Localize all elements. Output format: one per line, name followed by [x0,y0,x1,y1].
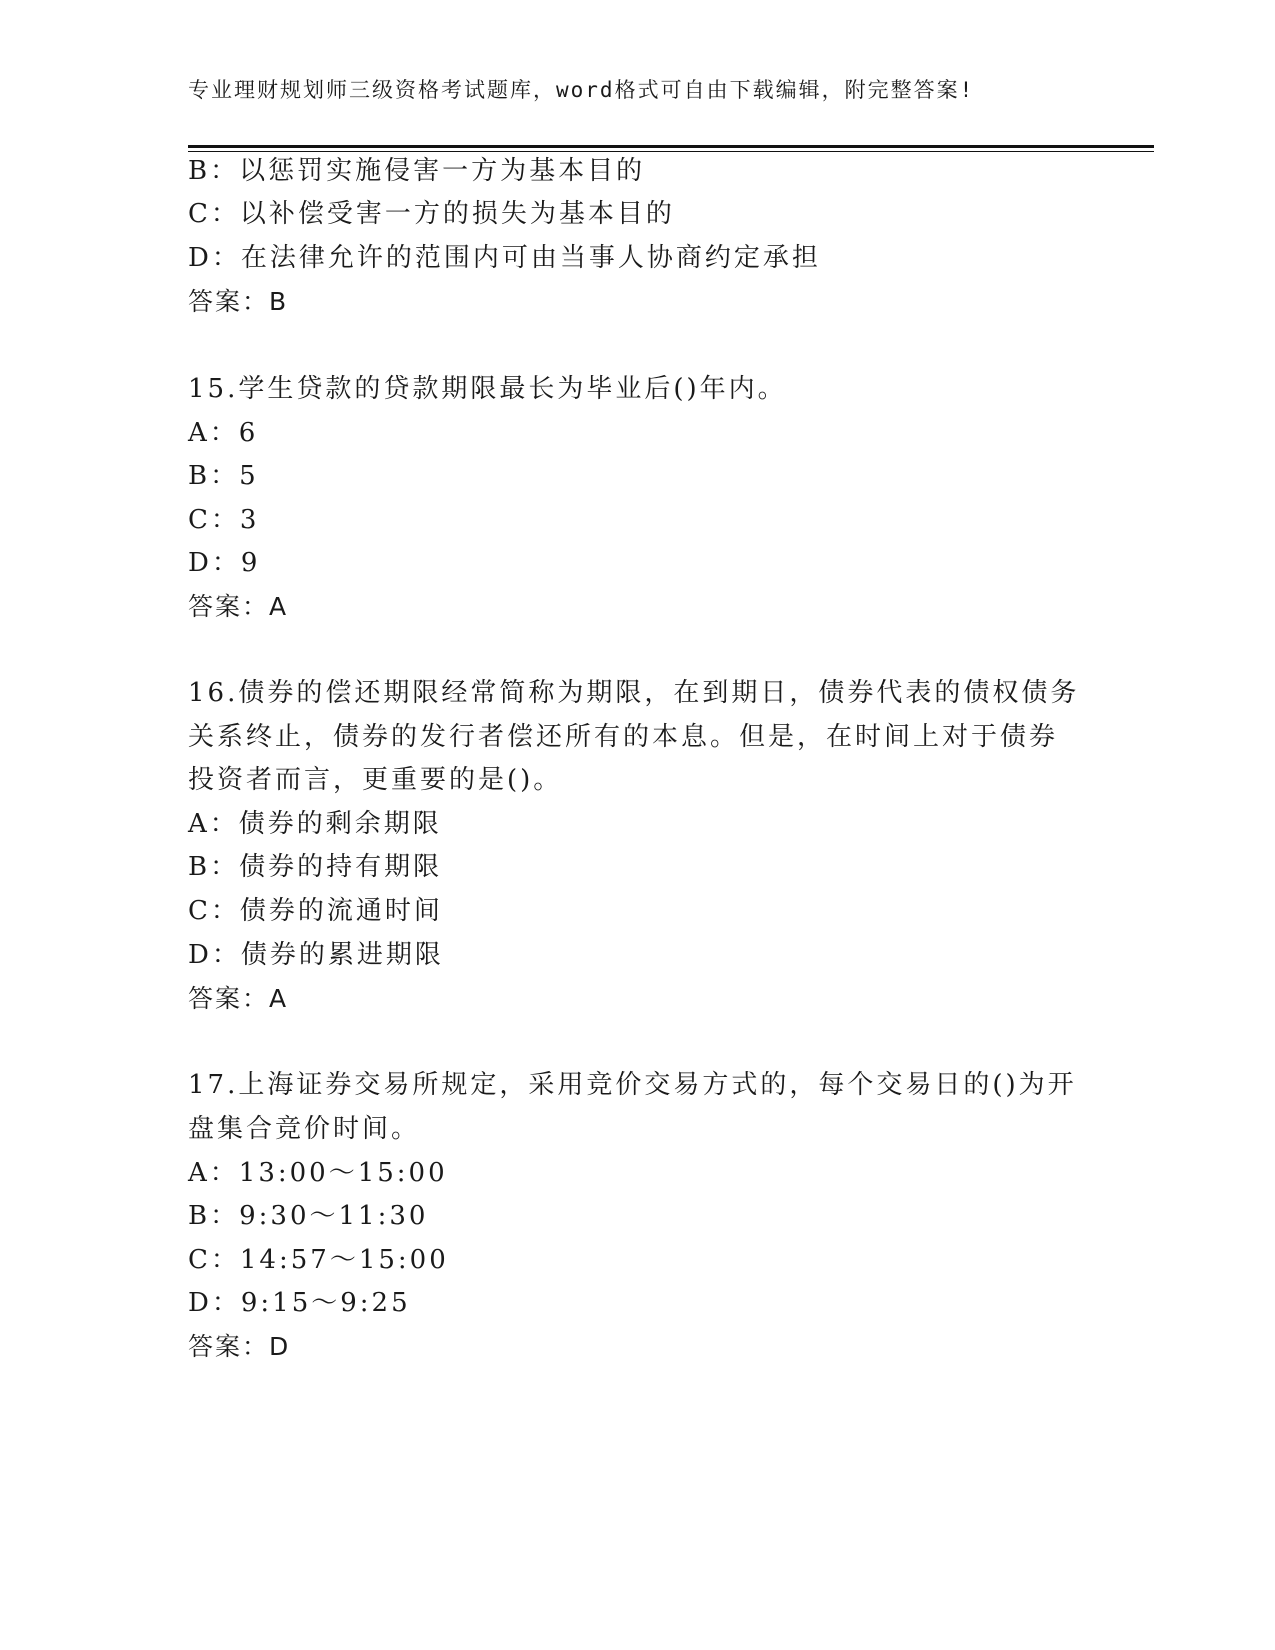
q17-option-a: A：13:00～15:00 [188,1158,448,1188]
q14-option-b: B：以惩罚实施侵害一方为基本目的 [188,156,646,186]
q16-option-d: D：债券的累进期限 [188,940,444,970]
q15-option-a: A：6 [188,418,259,448]
q17-answer: 答案：D [188,1332,291,1361]
q16-option-c: C：债券的流通时间 [188,896,443,926]
q16-stem-line1: 16.债券的偿还期限经常简称为期限，在到期日，债券代表的债权债务 [188,678,1080,708]
q16-stem-line3: 投资者而言，更重要的是()。 [188,765,563,795]
page-header: 专业理财规划师三级资格考试题库，word格式可自由下载编辑，附完整答案! [188,78,975,102]
q14-option-d: D：在法律允许的范围内可由当事人协商约定承担 [188,243,821,273]
q15-option-c: C：3 [188,505,260,535]
q16-stem-line2: 关系终止，债券的发行者偿还所有的本息。但是，在时间上对于债券 [188,722,1059,752]
q15-option-d: D：9 [188,548,261,578]
q15-option-b: B：5 [188,461,259,491]
q16-option-b: B：债券的持有期限 [188,852,443,882]
header-divider-thick [188,145,1154,148]
q17-option-b: B：9:30～11:30 [188,1201,429,1231]
header-divider-thin [188,151,1154,152]
q16-option-a: A：债券的剩余期限 [188,809,442,839]
q15-stem: 15.学生贷款的贷款期限最长为毕业后()年内。 [188,374,787,404]
q17-option-d: D：9:15～9:25 [188,1288,411,1318]
q14-option-c: C：以补偿受害一方的损失为基本目的 [188,199,675,229]
q17-option-c: C：14:57～15:00 [188,1245,449,1275]
q17-stem-line1: 17.上海证券交易所规定，采用竞价交易方式的，每个交易日的()为开 [188,1070,1077,1100]
q17-stem-line2: 盘集合竞价时间。 [188,1114,421,1144]
q14-answer: 答案：B [188,287,289,316]
q15-answer: 答案：A [188,592,289,621]
q16-answer: 答案：A [188,984,289,1013]
